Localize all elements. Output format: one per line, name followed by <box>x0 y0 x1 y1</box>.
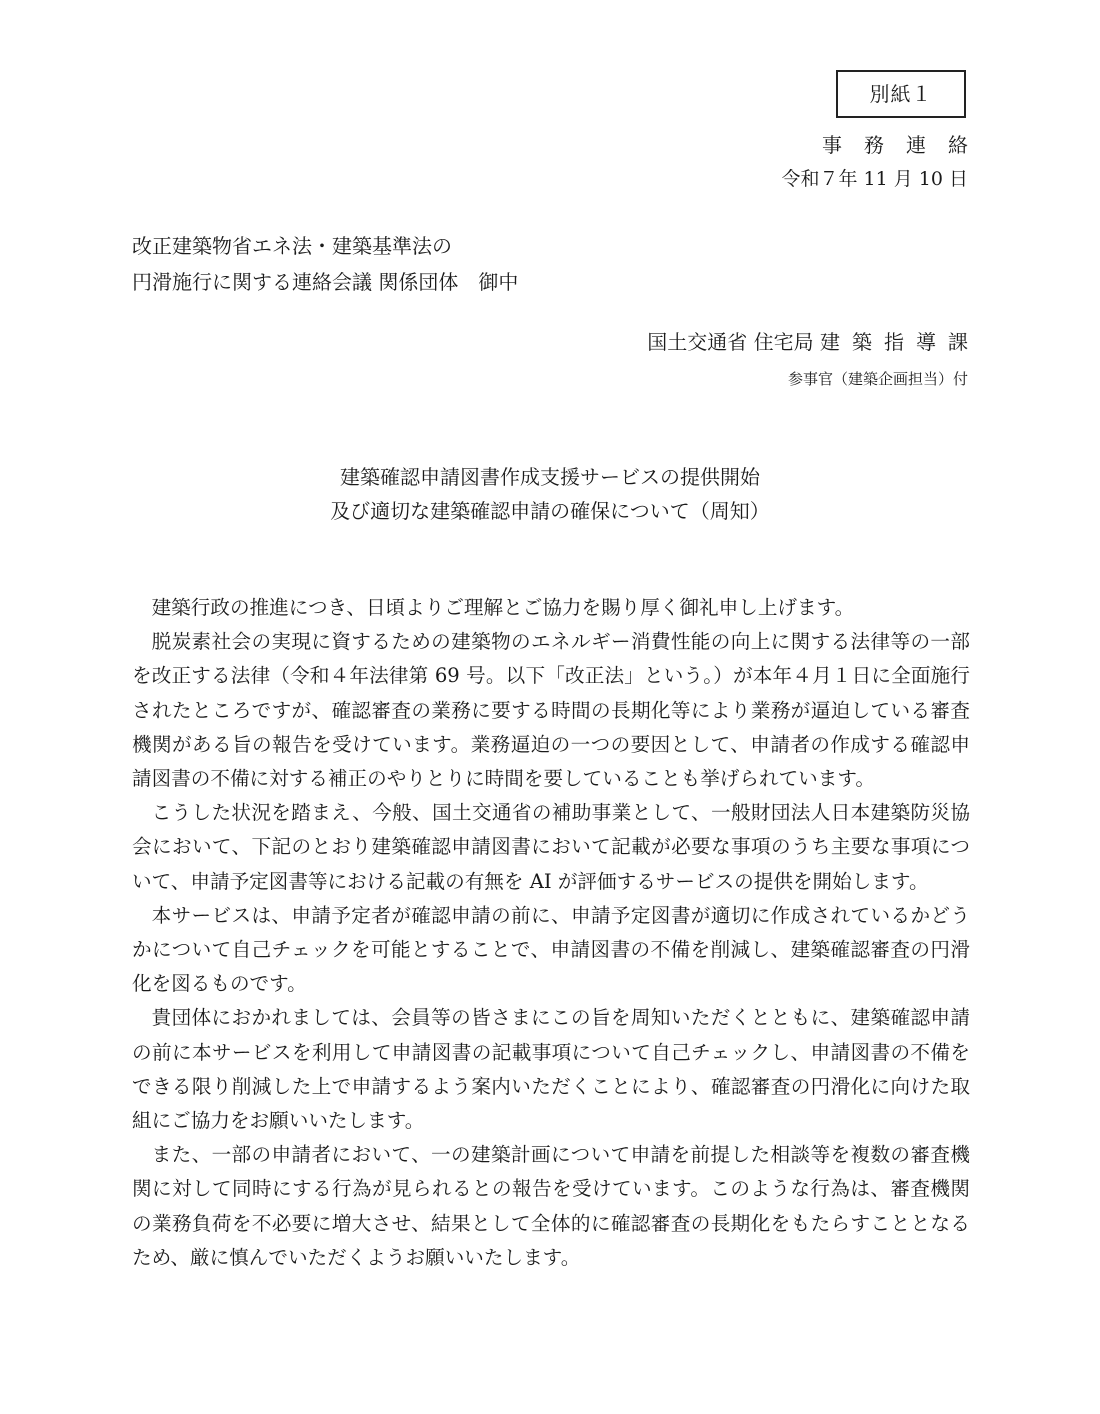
recipient-line-1: 改正建築物省エネ法・建築基準法の <box>132 234 452 258</box>
body-paragraph: 本サービスは、申請予定者が確認申請の前に、申請予定図書が適切に作成されているかどうかについて自己チェックを可能とすることで、申請図書の不備を削減し、建築確認審査の円滑化を図るものです。 <box>132 903 970 996</box>
body-paragraph: こうした状況を踏まえ、今般、国土交通省の補助事業として、一般財団法人日本建築防災協会において、下記のとおり建築確認申請図書において記載が必要な事項のうち主要な事項について、申請予定図書等における記載の有無を AI が評価するサービスの提供を開始します。 <box>132 801 970 893</box>
document-date: 令和７年 11 月 10 日 <box>781 168 968 190</box>
document-body <box>132 591 970 1275</box>
body-paragraph: 脱炭素社会の実現に資するための建築物のエネルギー消費性能の向上に関する法律等の一部を改正する法律（令和４年法律第 69 号。以下「改正法」という。）が本年４月１日に全面施行されたところですが、確認審査の業務に要する時間の長期化等により業務が逼迫している審査機関がある旨の報告を受けています。業務逼迫の一つの要因として、申請者の作成する確認申請図書の不備に対する補正のやりとりに時間を要していることも挙げられています。 <box>132 630 970 791</box>
recipient-block <box>132 228 518 300</box>
attachment-label-box: 別紙１ <box>836 70 966 118</box>
sender-sub-office: 参事官（建築企画担当）付 <box>787 370 968 388</box>
body-paragraph: 建築行政の推進につき、日頃よりご理解とご協力を賜り厚く御礼申し上げます。 <box>151 596 855 619</box>
recipient-line-2: 円滑施行に関する連絡会議 関係団体 御中 <box>132 270 519 294</box>
body-paragraph: また、一部の申請者において、一の建築計画について申請を前提した相談等を複数の審査機関に対して同時にする行為が見られるとの報告を受けています。このような行為は、審査機関の業務負荷を不必要に増大させ、結果として全体的に確認審査の長期化をもたらすこととなるため、厳に慎んでいただくようお願いいたします。 <box>132 1143 970 1269</box>
sender-block <box>647 326 980 358</box>
title-line-2: 及び適切な建築確認申請の確保について（周知） <box>330 499 770 523</box>
document-title <box>0 460 1100 528</box>
sender-division: 建築指導課 <box>820 330 980 354</box>
body-paragraph: 貴団体におかれましては、会員等の皆さまにこの旨を周知いただくとともに、建築確認申請の前に本サービスを利用して申請図書の記載事項について自己チェックし、申請図書の不備をできる限り削減した上で申請するよう案内いただくことにより、確認審査の円滑化に向けた取組にご協力をお願いいたします。 <box>132 1006 970 1133</box>
document-type: 事務連絡 <box>822 133 990 157</box>
sender-ministry: 国土交通省 住宅局 <box>647 330 814 354</box>
title-line-1: 建築確認申請図書作成支援サービスの提供開始 <box>340 465 760 489</box>
